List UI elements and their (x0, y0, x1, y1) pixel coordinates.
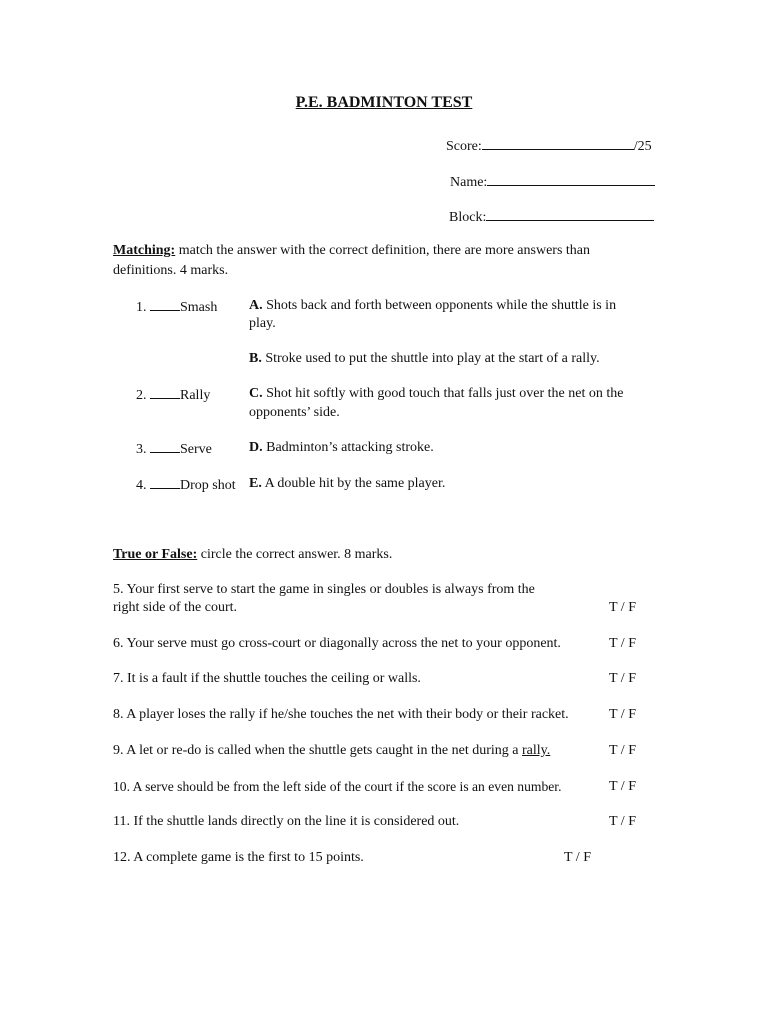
score-blank[interactable] (482, 136, 634, 150)
true-false-instructions-text: circle the correct answer. 8 marks. (197, 547, 393, 562)
question-number: 4. (136, 478, 147, 493)
name-label: Name: (450, 175, 488, 190)
matching-answer (249, 439, 434, 457)
question-number: 2. (136, 388, 147, 403)
matching-heading: Matching: (113, 243, 176, 258)
matching-question (136, 297, 217, 317)
matching-answer (249, 350, 600, 368)
answer-letter: D. (249, 440, 263, 455)
answer-blank[interactable] (150, 439, 180, 453)
matching-answer (249, 385, 623, 403)
tf-choice[interactable]: T / F (609, 779, 636, 794)
tf-underlined-word: rally. (522, 743, 551, 758)
answer-letter: A. (249, 298, 263, 313)
answer-blank[interactable] (150, 297, 180, 311)
page-title: P.E. BADMINTON TEST (295, 94, 473, 111)
tf-choice[interactable]: T / F (609, 814, 636, 829)
answer-letter: B. (249, 351, 262, 366)
matching-question (136, 475, 236, 495)
matching-answer (249, 475, 445, 493)
matching-answer-cont: opponents’ side. (249, 405, 340, 420)
question-number: 3. (136, 442, 147, 457)
tf-statement: 11. If the shuttle lands directly on the line it is considered out. (113, 814, 460, 829)
question-term: Serve (180, 442, 212, 457)
tf-statement: 10. A serve should be from the left side of the court if the score is an even number. (113, 779, 562, 794)
matching-answer (249, 297, 616, 315)
answer-text: Shot hit softly with good touch that falls just over the net on the (262, 386, 624, 401)
tf-statement: 12. A complete game is the first to 15 points. (113, 850, 364, 865)
tf-statement: 6. Your serve must go cross-court or diagonally across the net to your opponent. (113, 636, 561, 651)
matching-question (136, 439, 212, 459)
name-field (450, 172, 655, 192)
block-field (449, 207, 654, 227)
question-term: Rally (180, 388, 211, 403)
answer-text: Shots back and forth between opponents while the shuttle is in (262, 298, 617, 313)
block-label: Block: (449, 210, 487, 225)
score-total: /25 (633, 139, 652, 154)
score-label: Score: (446, 139, 482, 154)
tf-statement: 8. A player loses the rally if he/she touches the net with their body or their racket. (113, 707, 569, 722)
matching-instructions-line2: definitions. 4 marks. (113, 263, 229, 278)
tf-choice[interactable]: T / F (564, 850, 591, 865)
answer-letter: C. (249, 386, 263, 401)
matching-instructions (113, 242, 590, 260)
tf-choice[interactable]: T / F (609, 671, 636, 686)
true-false-instructions (113, 546, 392, 564)
block-blank[interactable] (486, 207, 654, 221)
tf-choice[interactable]: T / F (609, 707, 636, 722)
matching-answer-cont: play. (249, 316, 276, 331)
tf-statement: 5. Your first serve to start the game in singles or doubles is always from the (113, 582, 535, 597)
answer-text: Badminton’s attacking stroke. (262, 440, 434, 455)
answer-text: Stroke used to put the shuttle into play at the start of a rally. (261, 351, 600, 366)
matching-instructions-text: match the answer with the correct definition, there are more answers than (175, 243, 590, 258)
question-number: 1. (136, 300, 147, 315)
tf-statement-cont: right side of the court. (113, 600, 238, 615)
question-term: Smash (180, 300, 218, 315)
tf-statement-text: 9. A let or re-do is called when the shuttle gets caught in the net during a (113, 743, 523, 758)
answer-blank[interactable] (150, 475, 180, 489)
score-field (446, 136, 652, 156)
tf-choice[interactable]: T / F (609, 636, 636, 651)
tf-choice[interactable]: T / F (609, 743, 636, 758)
matching-question (136, 385, 210, 405)
question-term: Drop shot (180, 478, 236, 493)
answer-text: A double hit by the same player. (261, 476, 446, 491)
answer-blank[interactable] (150, 385, 180, 399)
tf-choice[interactable]: T / F (609, 600, 636, 615)
tf-statement (113, 742, 550, 760)
true-false-heading: True or False: (113, 547, 198, 562)
name-blank[interactable] (487, 172, 655, 186)
tf-statement: 7. It is a fault if the shuttle touches the ceiling or walls. (113, 671, 421, 686)
answer-letter: E. (249, 476, 262, 491)
